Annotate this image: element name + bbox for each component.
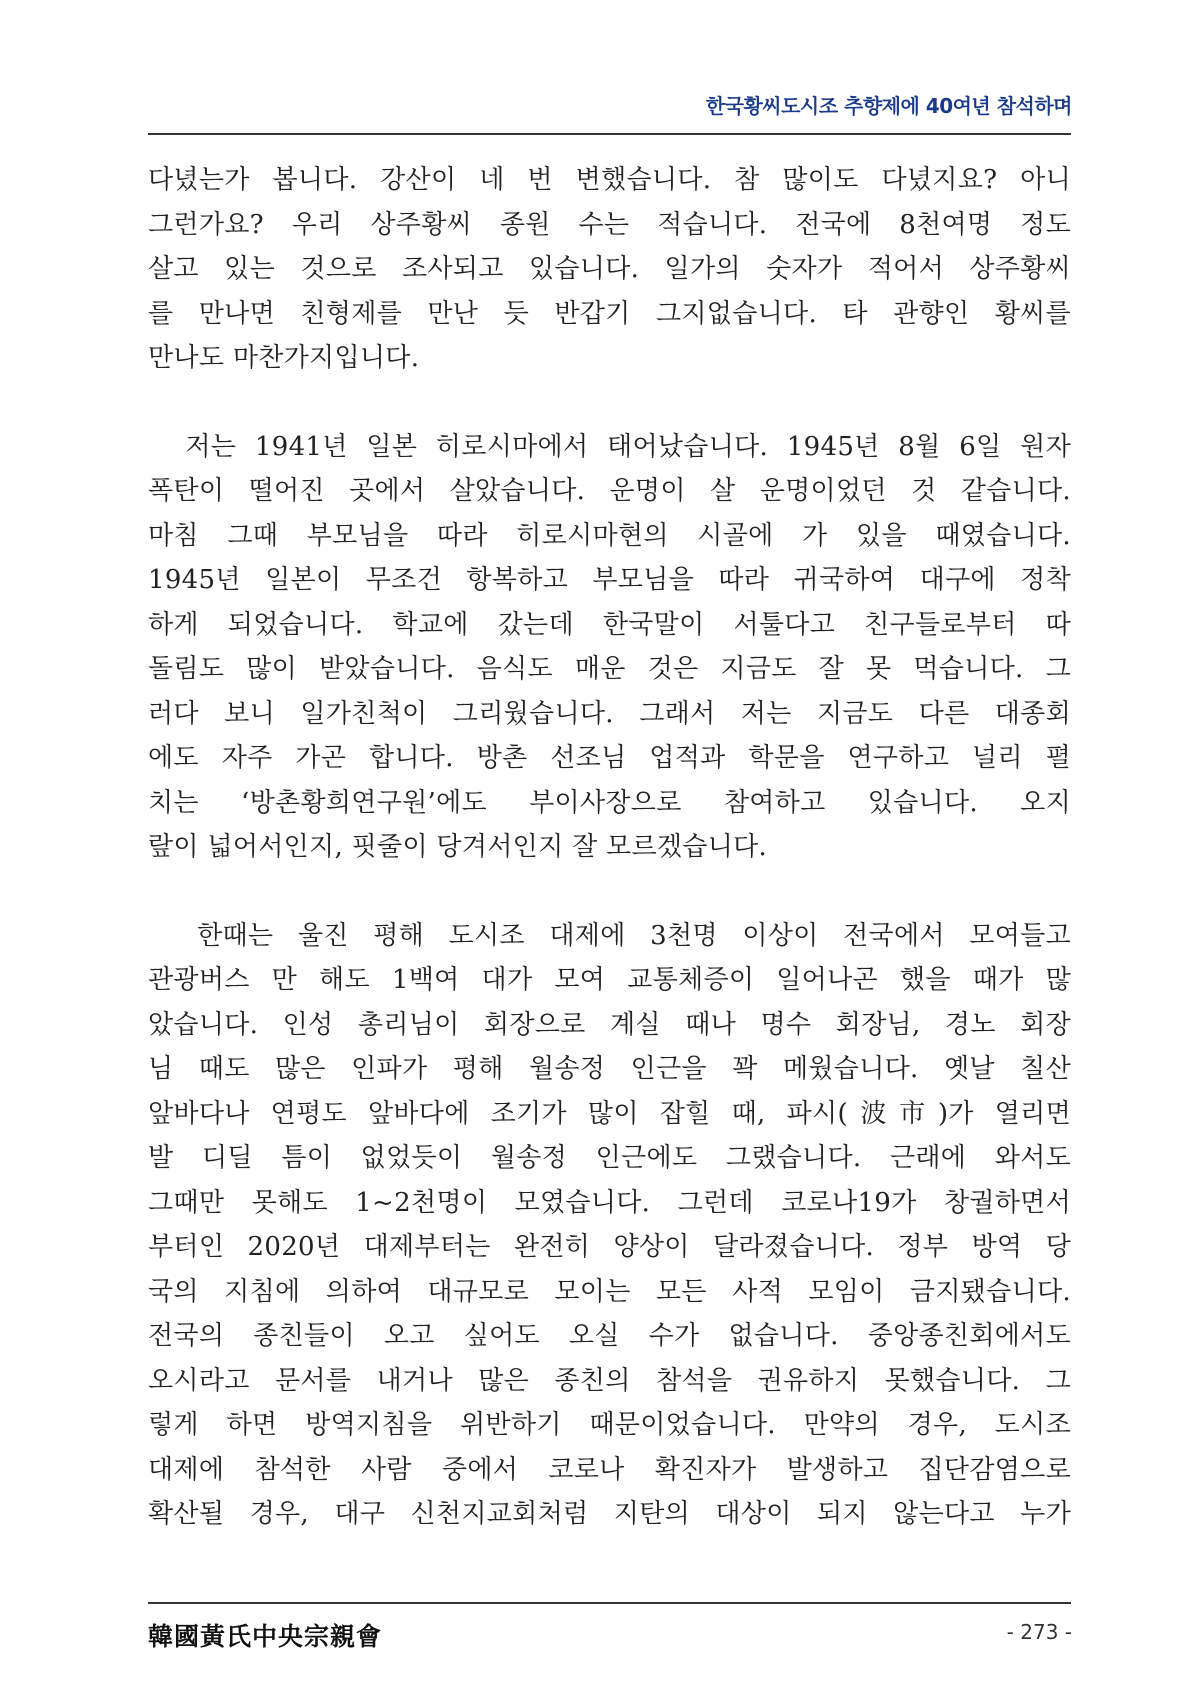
text-line: 전국의 종친들이 오고 싶어도 오실 수가 없습니다. 중앙종친회에서도 <box>148 1321 1071 1351</box>
paragraph-1 <box>148 158 1071 381</box>
text-line: 만나도 마찬가지입니다. <box>148 343 420 373</box>
text-line: 오시라고 문서를 내거나 많은 종친의 참석을 권유하지 못했습니다. 그 <box>148 1365 1071 1396</box>
text-line: 님 때도 많은 인파가 평해 월송정 인근을 꽉 메웠습니다. 옛날 칠산 <box>148 1054 1071 1084</box>
text-line: 를 만나면 친형제를 만난 듯 반갑기 그지없습니다. 타 관향인 황씨를 <box>148 298 1071 329</box>
text-line: 다녔는가 봅니다. 강산이 네 번 변했습니다. 참 많이도 다녔지요? 아니 <box>148 165 1071 195</box>
text-line: 에도 자주 가곤 합니다. 방촌 선조님 업적과 학문을 연구하고 널리 펼 <box>148 743 1071 773</box>
text-line: 돌림도 많이 받았습니다. 음식도 매운 것은 지금도 잘 못 먹습니다. 그 <box>148 654 1071 684</box>
text-line: 폭탄이 떨어진 곳에서 살았습니다. 운명이 살 운명이었던 것 같습니다. <box>148 476 1071 506</box>
footer-organization-name: 韓國黃氏中央宗親會 <box>148 1622 383 1651</box>
paragraph-gap <box>148 381 1071 425</box>
text-line: 랖이 넓어서인지, 핏줄이 당겨서인지 잘 모르겠습니다. <box>148 832 768 862</box>
text-line: 한때는 울진 평해 도시조 대제에 3천명 이상이 전국에서 모여들고 <box>148 920 1071 951</box>
text-line: 마침 그때 부모님을 따라 히로시마현의 시골에 가 있을 때였습니다. <box>148 520 1071 551</box>
text-line: 관광버스 만 해도 1백여 대가 모여 교통체증이 일어나곤 했을 때가 많 <box>148 965 1071 995</box>
text-line: 그런가요? 우리 상주황씨 종원 수는 적습니다. 전국에 8천여명 정도 <box>148 209 1071 240</box>
paragraph-3 <box>148 914 1071 1537</box>
paragraph-gap <box>148 870 1071 914</box>
text-line: 치는 ‘방촌황희연구원’에도 부이사장으로 참여하고 있습니다. 오지 <box>148 787 1071 818</box>
text-line: 발 디딜 틈이 없었듯이 월송정 인근에도 그랬습니다. 근래에 와서도 <box>148 1143 1071 1173</box>
text-line: 1945년 일본이 무조건 항복하고 부모님을 따라 귀국하여 대구에 정착 <box>148 565 1071 595</box>
text-line: 저는 1941년 일본 히로시마에서 태어났습니다. 1945년 8월 6일 원자 <box>148 431 1071 462</box>
text-line: 확산될 경우, 대구 신천지교회처럼 지탄의 대상이 되지 않는다고 누가 <box>148 1499 1071 1529</box>
header-divider <box>148 133 1071 135</box>
text-line: 대제에 참석한 사람 중에서 코로나 확진자가 발생하고 집단감염으로 <box>148 1454 1071 1485</box>
body-text <box>148 158 1071 1537</box>
text-line: 앞바다나 연평도 앞바다에 조기가 많이 잡힐 때, 파시(波市)가 열리면 <box>148 1098 1071 1129</box>
text-line: 러다 보니 일가친척이 그리웠습니다. 그래서 저는 지금도 다른 대종회 <box>148 698 1071 729</box>
text-line: 부터인 2020년 대제부터는 완전히 양상이 달라졌습니다. 정부 방역 당 <box>148 1232 1071 1262</box>
text-line: 하게 되었습니다. 학교에 갔는데 한국말이 서툴다고 친구들로부터 따 <box>148 609 1071 640</box>
footer-divider <box>148 1602 1071 1604</box>
paragraph-2 <box>148 425 1071 870</box>
page-number: - 273 - <box>1006 1620 1072 1644</box>
running-header-title: 한국황씨도시조 추향제에 40여년 참석하며 <box>705 94 1072 118</box>
text-line: 았습니다. 인성 총리님이 회장으로 계실 때나 명수 회장님, 경노 회장 <box>148 1009 1071 1040</box>
text-line: 그때만 못해도 1~2천명이 모였습니다. 그런데 코로나19가 창궐하면서 <box>148 1187 1071 1218</box>
text-line: 렇게 하면 방역지침을 위반하기 때문이었습니다. 만약의 경우, 도시조 <box>148 1410 1071 1440</box>
text-line: 국의 지침에 의하여 대규모로 모이는 모든 사적 모임이 금지됐습니다. <box>148 1276 1071 1307</box>
text-line: 살고 있는 것으로 조사되고 있습니다. 일가의 숫자가 적어서 상주황씨 <box>148 254 1071 284</box>
